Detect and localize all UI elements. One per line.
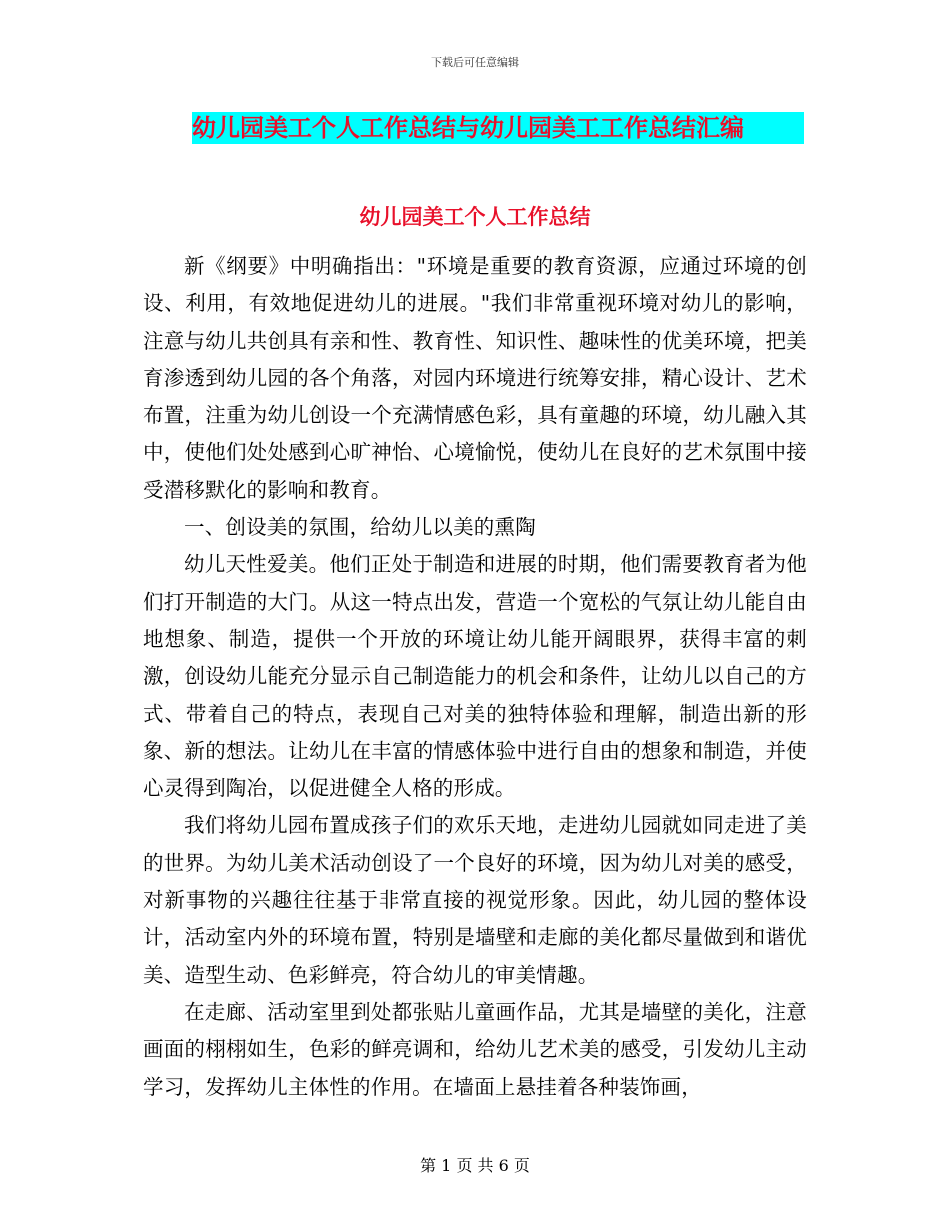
paragraph-corridor-decoration: 在走廊、活动室里到处都张贴儿童画作品，尤其是墙壁的美化，注意画面的栩栩如生，色彩的鲜亮调和，给幼儿艺术美的感受，引发幼儿主动学习，发挥幼儿主体性的作用。在墙面上悬挂着各种装饰画， — [143, 999, 807, 1099]
section-title: 幼儿园美工个人工作总结 — [359, 205, 591, 229]
paragraph-nature-of-children: 幼儿天性爱美。他们正处于制造和进展的时期，他们需要教育者为他们打开制造的大门。从这一特点出发，营造一个宽松的气氛让幼儿能自由地想象、制造，提供一个开放的环境让幼儿能开阔眼界，获得丰富的刺激，创设幼儿能充分显示自己制造能力的机会和条件，让幼儿以自己的方式、带着自己的特点，表现自己对美的独特体验和理解，制造出新的形象、新的想法。让幼儿在丰富的情感体验中进行自由的想象和制造，并使心灵得到陶冶，以促进健全人格的形成。 — [143, 552, 807, 801]
page-number: 第 1 页 共 6 页 — [420, 1156, 530, 1175]
paragraph-intro: 新《纲要》中明确指出："环境是重要的教育资源，应通过环境的创设、利用，有效地促进幼儿的进展。"我们非常重视环境对幼儿的影响，注意与幼儿共创具有亲和性、教育性、知识性、趣味性的优美环境，把美育渗透到幼儿园的各个角落，对园内环境进行统筹安排，精心设计、艺术布置，注重为幼儿创设一个充满情感色彩，具有童趣的环境，幼儿融入其中，使他们处处感到心旷神怡、心境愉悦，使幼儿在良好的艺术氛围中接受潜移默化的影响和教育。 — [143, 254, 807, 502]
subheading-create-beauty: 一、创设美的氛围，给幼儿以美的熏陶 — [184, 515, 536, 540]
main-title-highlight — [192, 112, 804, 144]
main-title: 幼儿园美工个人工作总结与幼儿园美工工作总结汇编 — [192, 114, 744, 142]
document-body — [143, 248, 807, 1106]
paragraph-kindergarten-layout: 我们将幼儿园布置成孩子们的欢乐天地，走进幼儿园就如同走进了美的世界。为幼儿美术活动创设了一个良好的环境，因为幼儿对美的感受，对新事物的兴趣往往基于非常直接的视觉形象。因此，幼儿园的整体设计，活动室内外的环境布置，特别是墙壁和走廊的美化都尽量做到和谐优美、造型生动、色彩鲜亮，符合幼儿的审美情趣。 — [143, 813, 807, 987]
header-note: 下载后可任意编辑 — [431, 56, 519, 69]
